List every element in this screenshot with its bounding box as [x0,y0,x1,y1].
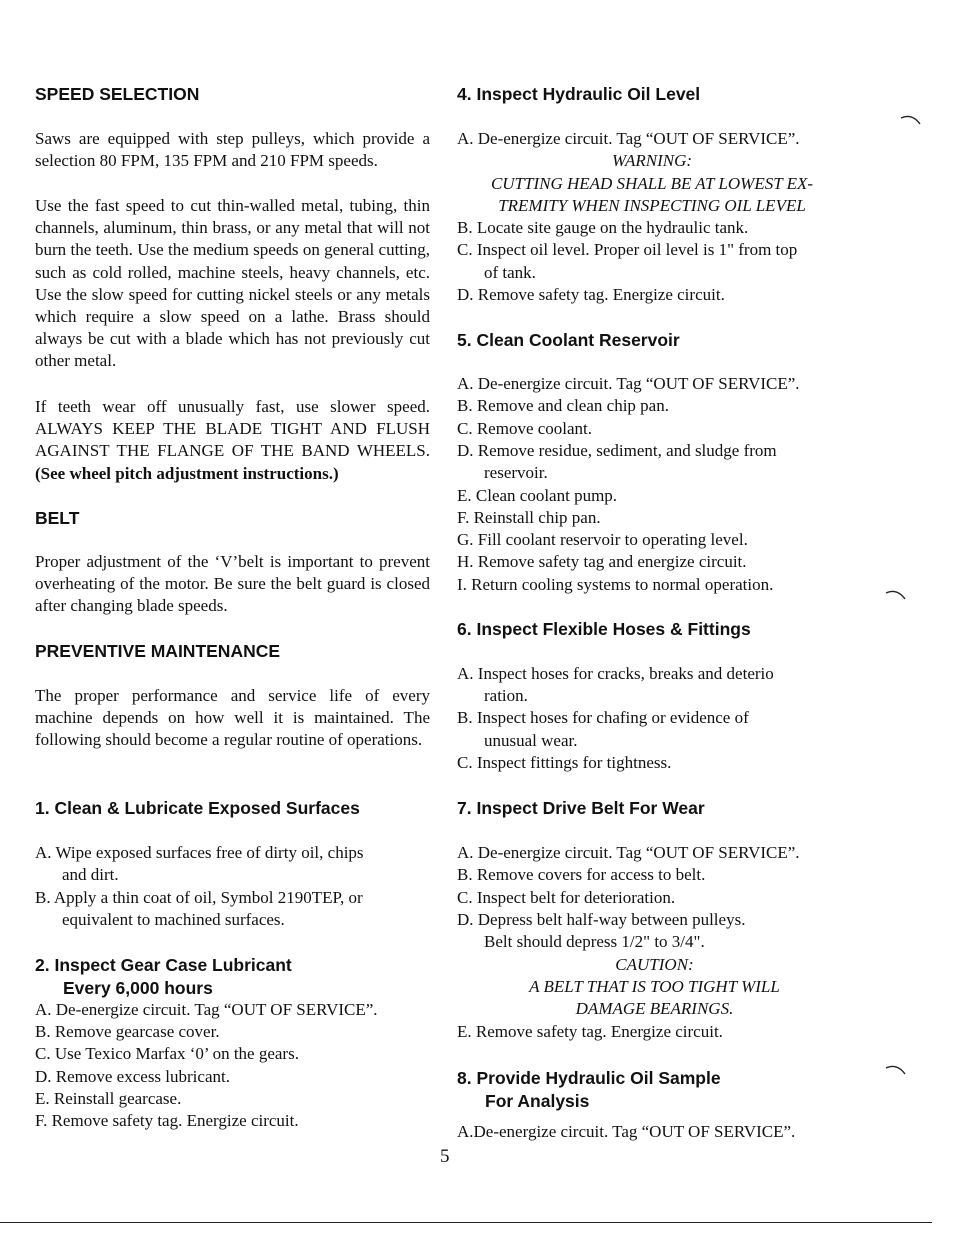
speed-paragraph-1: Saws are equipped with step pulleys, which provide a selection 80 FPM, 135 FPM and 210 FPM speeds. [35,129,430,171]
list-item: F. Remove safety tag. Energize circuit. [35,1111,299,1130]
list-item: A. De-energize circuit. Tag “OUT OF SERVICE”. [457,374,800,393]
list-item: A. De-energize circuit. Tag “OUT OF SERVICE”. [457,129,800,148]
speed-paragraph-3-text: If teeth wear off unusually fast, use slower speed. ALWAYS KEEP THE BLADE TIGHT AND FLUSH AGAINST THE FLANGE OF THE BAND WHEELS. [35,397,430,461]
list-item: A.De-energize circuit. Tag “OUT OF SERVICE”. [457,1122,796,1141]
belt-paragraph: Proper adjustment of the ‘V’belt is important to prevent overheating of the motor. Be sure the belt guard is closed after changing blade speeds. [35,552,430,616]
list-item: C. Use Texico Marfax ‘0’ on the gears. [35,1044,299,1063]
caution-label: CAUTION: [615,955,694,974]
list-item: I. Return cooling systems to normal operation. [457,575,774,594]
wheel-pitch-note: (See wheel pitch adjustment instructions.) [35,463,339,483]
list-item: H. Remove safety tag and energize circuit. [457,552,747,571]
warning-text-1: CUTTING HEAD SHALL BE AT LOWEST EX- [490,174,814,193]
section-8-subheading: For Analysis [485,1091,590,1111]
speed-selection-heading: SPEED SELECTION [35,84,200,104]
list-item-cont: ration. [484,686,528,705]
list-item: E. Remove safety tag. Energize circuit. [457,1022,723,1041]
maintenance-paragraph: The proper performance and service life of every machine depends on how well it is maintained. The following should become a regular routine of operations. [35,686,430,750]
margin-mark-icon [900,112,922,126]
list-item: B. Remove covers for access to belt. [457,865,706,884]
list-item: G. Fill coolant reservoir to operating level. [457,530,748,549]
list-item: D. Remove safety tag. Energize circuit. [457,285,725,304]
belt-heading: BELT [35,508,80,528]
list-item: B. Inspect hoses for chafing or evidence of [457,708,749,727]
section-1-heading: 1. Clean & Lubricate Exposed Surfaces [35,798,360,818]
list-item: D. Remove residue, sediment, and sludge from [457,441,777,460]
list-item-cont: Belt should depress 1/2" to 3/4". [484,932,705,951]
list-item: C. Inspect fittings for tightness. [457,753,672,772]
section-2-subheading: Every 6,000 hours [63,978,213,998]
list-item: B. Remove gearcase cover. [35,1022,220,1041]
list-item: B. Remove and clean chip pan. [457,396,669,415]
preventive-maintenance-heading: PREVENTIVE MAINTENANCE [35,641,281,661]
list-item: E. Clean coolant pump. [457,486,618,505]
list-item: A. Wipe exposed surfaces free of dirty oil, chips [35,843,364,862]
warning-text-2: TREMITY WHEN INSPECTING OIL LEVEL [498,196,806,215]
list-item-cont: and dirt. [62,865,119,884]
list-item-cont: reservoir. [484,463,548,482]
caution-text-2: DAMAGE BEARINGS. [575,999,734,1018]
list-item: C. Remove coolant. [457,419,593,438]
list-item: A. De-energize circuit. Tag “OUT OF SERVICE”. [457,843,800,862]
list-item: B. Apply a thin coat of oil, Symbol 2190TEP, or [35,888,363,907]
section-4-heading: 4. Inspect Hydraulic Oil Level [457,84,701,104]
list-item: C. Inspect belt for deterioration. [457,888,676,907]
list-item: D. Depress belt half-way between pulleys. [457,910,746,929]
list-item-cont: equivalent to machined surfaces. [62,910,285,929]
list-item: B. Locate site gauge on the hydraulic tank. [457,218,749,237]
list-item: E. Reinstall gearcase. [35,1089,182,1108]
section-8-heading: 8. Provide Hydraulic Oil Sample [457,1068,721,1088]
list-item: A. Inspect hoses for cracks, breaks and deterio [457,664,774,683]
section-2-heading: 2. Inspect Gear Case Lubricant [35,955,292,975]
margin-mark-icon [885,587,907,601]
speed-paragraph-3 [35,396,430,485]
section-7-heading: 7. Inspect Drive Belt For Wear [457,798,705,818]
list-item: C. Inspect oil level. Proper oil level is 1" from top [457,240,798,259]
warning-label: WARNING: [611,151,693,170]
list-item: F. Reinstall chip pan. [457,508,601,527]
caution-text-1: A BELT THAT IS TOO TIGHT WILL [529,977,780,996]
margin-mark-icon [885,1062,907,1076]
list-item: A. De-energize circuit. Tag “OUT OF SERVICE”. [35,1000,378,1019]
list-item-cont: unusual wear. [484,731,578,750]
section-6-heading: 6. Inspect Flexible Hoses & Fittings [457,619,751,639]
speed-paragraph-2: Use the fast speed to cut thin-walled metal, tubing, thin channels, aluminum, thin brass, or any metal that will not burn the teeth. Use the medium speeds on general cutting, such as cold rolled, machine steels, heavy channels, etc. Use the slow speed for cutting nickel steels or any metals which require a slow speed on a lathe. Brass should always be cut with a blade which has not previously cut other metal. [35,196,430,371]
page-number: 5 [440,1146,450,1167]
list-item-cont: of tank. [484,263,536,282]
section-5-heading: 5. Clean Coolant Reservoir [457,330,680,350]
list-item: D. Remove excess lubricant. [35,1067,230,1086]
bottom-rule [0,1222,932,1223]
